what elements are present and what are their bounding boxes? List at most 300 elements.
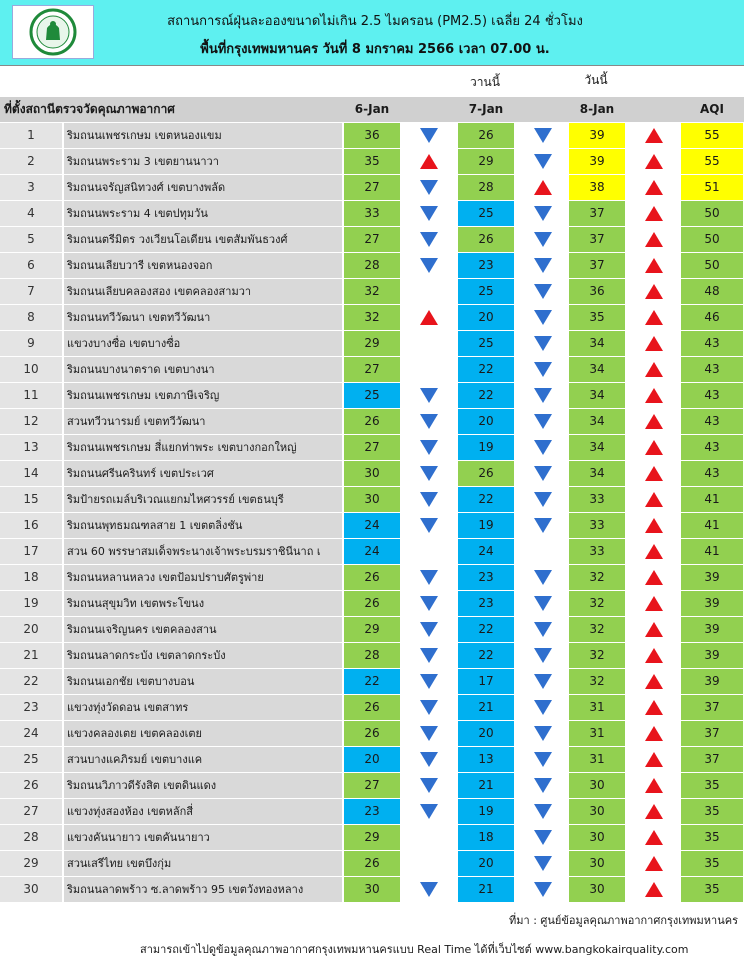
pm25-value-day3: 39 bbox=[569, 123, 625, 148]
arrow-up-icon bbox=[625, 227, 685, 252]
pm25-value-day1: 35 bbox=[344, 149, 400, 174]
row-number: 22 bbox=[0, 669, 62, 694]
table-row bbox=[0, 877, 744, 903]
arrow-down-icon bbox=[400, 487, 460, 512]
arrow-down-icon bbox=[514, 149, 574, 174]
pm25-value-day1: 27 bbox=[344, 435, 400, 460]
arrow-up-icon bbox=[625, 747, 685, 772]
arrow-down-icon bbox=[514, 487, 574, 512]
table-row bbox=[0, 487, 744, 513]
arrow-up-icon bbox=[625, 123, 685, 148]
yesterday-label: วานนี้ bbox=[470, 75, 500, 89]
arrow-down-icon bbox=[514, 773, 574, 798]
pm25-value-day1: 30 bbox=[344, 487, 400, 512]
row-number: 5 bbox=[0, 227, 62, 252]
pm25-value-day2: 18 bbox=[458, 825, 514, 850]
arrow-down-icon bbox=[514, 877, 574, 902]
pm25-value-day3: 39 bbox=[569, 149, 625, 174]
station-name: ริมป้ายรถเมล์บริเวณแยกมไหศวรรย์ เขตธนบุรี bbox=[64, 487, 342, 512]
arrow-down-icon bbox=[514, 279, 574, 304]
source-note: ที่มา : ศูนย์ข้อมูลคุณภาพอากาศกรุงเทพมหานคร bbox=[509, 914, 738, 927]
aqi-value: 43 bbox=[681, 331, 743, 356]
pm25-value-day2: 23 bbox=[458, 253, 514, 278]
aqi-column-header: AQI bbox=[700, 102, 724, 116]
aqi-value: 46 bbox=[681, 305, 743, 330]
arrow-up-icon bbox=[625, 721, 685, 746]
row-number: 14 bbox=[0, 461, 62, 486]
pm25-value-day1: 26 bbox=[344, 409, 400, 434]
arrow-empty bbox=[400, 357, 460, 382]
aqi-value: 39 bbox=[681, 617, 743, 642]
arrow-up-icon bbox=[625, 539, 685, 564]
pm25-value-day2: 26 bbox=[458, 227, 514, 252]
report-title: สถานการณ์ฝุ่นละอองขนาดไม่เกิน 2.5 ไมครอน (PM2.5) เฉลี่ย 24 ชั่วโมง bbox=[167, 14, 583, 29]
pm25-value-day3: 34 bbox=[569, 357, 625, 382]
pm25-value-day1: 26 bbox=[344, 721, 400, 746]
table-row bbox=[0, 539, 744, 565]
pm25-value-day1: 24 bbox=[344, 513, 400, 538]
arrow-empty bbox=[514, 539, 574, 564]
arrow-down-icon bbox=[400, 175, 460, 200]
table-row bbox=[0, 669, 744, 695]
arrow-down-icon bbox=[514, 227, 574, 252]
station-name: สวน 60 พรรษาสมเด็จพระนางเจ้าพระบรมราชินีนาถ เ bbox=[64, 539, 342, 564]
arrow-up-icon bbox=[625, 487, 685, 512]
station-name: ริมถนนเลียบคลองสอง เขตคลองสามวา bbox=[64, 279, 342, 304]
table-row bbox=[0, 227, 744, 253]
arrow-down-icon bbox=[514, 461, 574, 486]
aqi-value: 50 bbox=[681, 201, 743, 226]
pm25-value-day1: 29 bbox=[344, 825, 400, 850]
row-number: 13 bbox=[0, 435, 62, 460]
table-row bbox=[0, 799, 744, 825]
pm25-value-day3: 32 bbox=[569, 669, 625, 694]
arrow-down-icon bbox=[400, 773, 460, 798]
table-row bbox=[0, 279, 744, 305]
aqi-value: 50 bbox=[681, 253, 743, 278]
aqi-value: 39 bbox=[681, 591, 743, 616]
pm25-value-day2: 26 bbox=[458, 123, 514, 148]
aqi-value: 39 bbox=[681, 669, 743, 694]
aqi-value: 41 bbox=[681, 539, 743, 564]
pm25-value-day2: 20 bbox=[458, 721, 514, 746]
arrow-down-icon bbox=[514, 513, 574, 538]
arrow-down-icon bbox=[514, 357, 574, 382]
arrow-up-icon bbox=[625, 461, 685, 486]
pm25-value-day1: 26 bbox=[344, 591, 400, 616]
pm25-value-day2: 22 bbox=[458, 383, 514, 408]
aqi-value: 39 bbox=[681, 565, 743, 590]
arrow-up-icon bbox=[625, 305, 685, 330]
pm25-value-day2: 23 bbox=[458, 591, 514, 616]
pm25-value-day1: 27 bbox=[344, 227, 400, 252]
row-number: 12 bbox=[0, 409, 62, 434]
arrow-up-icon bbox=[625, 825, 685, 850]
arrow-up-icon bbox=[625, 435, 685, 460]
pm25-value-day2: 17 bbox=[458, 669, 514, 694]
pm25-value-day1: 26 bbox=[344, 851, 400, 876]
pm25-value-day2: 19 bbox=[458, 513, 514, 538]
pm25-value-day2: 24 bbox=[458, 539, 514, 564]
row-number: 3 bbox=[0, 175, 62, 200]
station-name: ริมถนนลาดพร้าว ซ.ลาดพร้าว 95 เขตวังทองหลาง bbox=[64, 877, 342, 902]
station-name: ริมถนนตรีมิตร วงเวียนโอเดียน เขตสัมพันธวงศ์ bbox=[64, 227, 342, 252]
arrow-down-icon bbox=[514, 435, 574, 460]
arrow-empty bbox=[400, 539, 460, 564]
row-number: 25 bbox=[0, 747, 62, 772]
arrow-down-icon bbox=[514, 383, 574, 408]
station-name: ริมถนนจรัญสนิทวงศ์ เขตบางพลัด bbox=[64, 175, 342, 200]
row-number: 27 bbox=[0, 799, 62, 824]
arrow-down-icon bbox=[400, 227, 460, 252]
station-name: ริมถนนลาดกระบัง เขตลาดกระบัง bbox=[64, 643, 342, 668]
table-row bbox=[0, 747, 744, 773]
aqi-value: 43 bbox=[681, 461, 743, 486]
table-row bbox=[0, 409, 744, 435]
column-header-row bbox=[0, 97, 744, 122]
date-column-header-1: 6-Jan bbox=[354, 102, 390, 116]
arrow-down-icon bbox=[400, 877, 460, 902]
arrow-down-icon bbox=[400, 643, 460, 668]
table-row bbox=[0, 253, 744, 279]
aqi-value: 55 bbox=[681, 149, 743, 174]
row-number: 16 bbox=[0, 513, 62, 538]
row-number: 21 bbox=[0, 643, 62, 668]
aqi-value: 43 bbox=[681, 383, 743, 408]
station-name: ริมถนนพระราม 4 เขตปทุมวัน bbox=[64, 201, 342, 226]
table-row bbox=[0, 175, 744, 201]
arrow-down-icon bbox=[514, 643, 574, 668]
arrow-up-icon bbox=[625, 513, 685, 538]
arrow-down-icon bbox=[400, 409, 460, 434]
arrow-down-icon bbox=[514, 695, 574, 720]
pm25-value-day3: 34 bbox=[569, 409, 625, 434]
station-name: ริมถนนสุขุมวิท เขตพระโขนง bbox=[64, 591, 342, 616]
table-row bbox=[0, 435, 744, 461]
arrow-down-icon bbox=[400, 461, 460, 486]
arrow-down-icon bbox=[514, 591, 574, 616]
aqi-value: 41 bbox=[681, 487, 743, 512]
arrow-down-icon bbox=[514, 253, 574, 278]
pm25-value-day3: 37 bbox=[569, 201, 625, 226]
pm25-value-day2: 22 bbox=[458, 357, 514, 382]
arrow-down-icon bbox=[514, 123, 574, 148]
aqi-value: 50 bbox=[681, 227, 743, 252]
arrow-down-icon bbox=[400, 799, 460, 824]
arrow-down-icon bbox=[514, 617, 574, 642]
pm25-value-day2: 25 bbox=[458, 201, 514, 226]
station-name: แขวงทุ่งวัดดอน เขตสาทร bbox=[64, 695, 342, 720]
station-name: ริมถนนบางนาตราด เขตบางนา bbox=[64, 357, 342, 382]
date-column-header-3: 8-Jan bbox=[579, 102, 615, 116]
table-row bbox=[0, 331, 744, 357]
arrow-down-icon bbox=[514, 331, 574, 356]
aqi-value: 35 bbox=[681, 773, 743, 798]
arrow-up-icon bbox=[625, 591, 685, 616]
pm25-value-day2: 25 bbox=[458, 279, 514, 304]
arrow-down-icon bbox=[514, 825, 574, 850]
arrow-up-icon bbox=[514, 175, 574, 200]
arrow-down-icon bbox=[400, 669, 460, 694]
table-row bbox=[0, 721, 744, 747]
website-note: สามารถเข้าไปดูข้อมูลคุณภาพอากาศกรุงเทพมหานครแบบ Real Time ได้ที่เว็บไซต์ www.bangkokairquality.com bbox=[140, 943, 689, 956]
arrow-up-icon bbox=[625, 331, 685, 356]
station-name: แขวงทุ่งสองห้อง เขตหลักสี่ bbox=[64, 799, 342, 824]
table-row bbox=[0, 123, 744, 149]
pm25-value-day3: 31 bbox=[569, 721, 625, 746]
arrow-down-icon bbox=[514, 201, 574, 226]
pm25-value-day1: 27 bbox=[344, 175, 400, 200]
pm25-value-day1: 36 bbox=[344, 123, 400, 148]
aqi-value: 55 bbox=[681, 123, 743, 148]
row-number: 17 bbox=[0, 539, 62, 564]
pm25-value-day3: 34 bbox=[569, 435, 625, 460]
table-row bbox=[0, 305, 744, 331]
pm25-value-day1: 20 bbox=[344, 747, 400, 772]
pm25-value-day3: 37 bbox=[569, 227, 625, 252]
pm25-value-day2: 22 bbox=[458, 643, 514, 668]
arrow-down-icon bbox=[400, 721, 460, 746]
pm25-value-day3: 38 bbox=[569, 175, 625, 200]
arrow-up-icon bbox=[625, 565, 685, 590]
table-row bbox=[0, 825, 744, 851]
arrow-down-icon bbox=[514, 565, 574, 590]
row-number: 20 bbox=[0, 617, 62, 642]
report-subtitle: พื้นที่กรุงเทพมหานคร วันที่ 8 มกราคม 2566 เวลา 07.00 น. bbox=[200, 42, 550, 57]
arrow-down-icon bbox=[400, 201, 460, 226]
pm25-value-day2: 20 bbox=[458, 305, 514, 330]
station-name: ริมถนนพุทธมณฑลสาย 1 เขตตลิ่งชัน bbox=[64, 513, 342, 538]
arrow-down-icon bbox=[400, 747, 460, 772]
pm25-value-day3: 35 bbox=[569, 305, 625, 330]
arrow-up-icon bbox=[625, 357, 685, 382]
pm25-value-day2: 28 bbox=[458, 175, 514, 200]
row-number: 15 bbox=[0, 487, 62, 512]
table-row bbox=[0, 773, 744, 799]
row-number: 4 bbox=[0, 201, 62, 226]
row-number: 11 bbox=[0, 383, 62, 408]
arrow-down-icon bbox=[400, 253, 460, 278]
pm25-value-day3: 33 bbox=[569, 539, 625, 564]
aqi-value: 39 bbox=[681, 643, 743, 668]
row-number: 24 bbox=[0, 721, 62, 746]
pm25-value-day3: 30 bbox=[569, 799, 625, 824]
arrow-up-icon bbox=[625, 175, 685, 200]
pm25-value-day1: 30 bbox=[344, 461, 400, 486]
row-number: 2 bbox=[0, 149, 62, 174]
pm25-value-day1: 28 bbox=[344, 253, 400, 278]
pm25-value-day1: 33 bbox=[344, 201, 400, 226]
arrow-down-icon bbox=[514, 305, 574, 330]
station-name: ริมถนนพระราม 3 เขตยานนาวา bbox=[64, 149, 342, 174]
table-row bbox=[0, 461, 744, 487]
arrow-up-icon bbox=[625, 201, 685, 226]
pm25-value-day3: 34 bbox=[569, 461, 625, 486]
pm25-value-day2: 23 bbox=[458, 565, 514, 590]
aqi-value: 35 bbox=[681, 877, 743, 902]
row-number: 1 bbox=[0, 123, 62, 148]
station-name: แขวงคันนายาว เขตคันนายาว bbox=[64, 825, 342, 850]
arrow-empty bbox=[400, 331, 460, 356]
row-number: 19 bbox=[0, 591, 62, 616]
pm25-value-day3: 37 bbox=[569, 253, 625, 278]
aqi-value: 37 bbox=[681, 695, 743, 720]
aqi-value: 51 bbox=[681, 175, 743, 200]
arrow-down-icon bbox=[514, 747, 574, 772]
station-name: แขวงบางซื่อ เขตบางซื่อ bbox=[64, 331, 342, 356]
station-name: ริมถนนเจริญนคร เขตคลองสาน bbox=[64, 617, 342, 642]
row-number: 23 bbox=[0, 695, 62, 720]
pm25-value-day1: 29 bbox=[344, 617, 400, 642]
station-name: ริมถนนเพชรเกษม สี่แยกท่าพระ เขตบางกอกใหญ่ bbox=[64, 435, 342, 460]
pm25-value-day1: 30 bbox=[344, 877, 400, 902]
arrow-up-icon bbox=[625, 617, 685, 642]
arrow-up-icon bbox=[625, 851, 685, 876]
arrow-up-icon bbox=[625, 643, 685, 668]
arrow-down-icon bbox=[514, 851, 574, 876]
aqi-value: 43 bbox=[681, 409, 743, 434]
row-number: 9 bbox=[0, 331, 62, 356]
pm25-value-day1: 29 bbox=[344, 331, 400, 356]
pm25-value-day1: 23 bbox=[344, 799, 400, 824]
row-number: 29 bbox=[0, 851, 62, 876]
station-name: ริมถนนเอกชัย เขตบางบอน bbox=[64, 669, 342, 694]
pm25-value-day3: 32 bbox=[569, 591, 625, 616]
aqi-value: 48 bbox=[681, 279, 743, 304]
station-column-header: ที่ตั้งสถานีตรวจวัดคุณภาพอากาศ bbox=[4, 102, 175, 116]
table-row bbox=[0, 643, 744, 669]
station-name: ริมถนนเลียบวารี เขตหนองจอก bbox=[64, 253, 342, 278]
arrow-down-icon bbox=[400, 617, 460, 642]
row-number: 18 bbox=[0, 565, 62, 590]
row-number: 26 bbox=[0, 773, 62, 798]
pm25-value-day2: 29 bbox=[458, 149, 514, 174]
table-row bbox=[0, 851, 744, 877]
pm25-value-day2: 21 bbox=[458, 695, 514, 720]
pm25-value-day2: 21 bbox=[458, 877, 514, 902]
pm25-value-day2: 19 bbox=[458, 435, 514, 460]
pm25-value-day1: 24 bbox=[344, 539, 400, 564]
aqi-value: 35 bbox=[681, 851, 743, 876]
pm25-value-day3: 31 bbox=[569, 695, 625, 720]
pm25-value-day1: 28 bbox=[344, 643, 400, 668]
aqi-value: 41 bbox=[681, 513, 743, 538]
pm25-value-day3: 30 bbox=[569, 773, 625, 798]
pm25-value-day1: 25 bbox=[344, 383, 400, 408]
table-row bbox=[0, 565, 744, 591]
arrow-down-icon bbox=[400, 123, 460, 148]
arrow-down-icon bbox=[514, 721, 574, 746]
aqi-value: 43 bbox=[681, 435, 743, 460]
station-name: ริมถนนวิภาวดีรังสิต เขตดินแดง bbox=[64, 773, 342, 798]
station-name: สวนทวีวนารมย์ เขตทวีวัฒนา bbox=[64, 409, 342, 434]
pm25-value-day2: 22 bbox=[458, 617, 514, 642]
table-row bbox=[0, 695, 744, 721]
aqi-value: 37 bbox=[681, 721, 743, 746]
arrow-up-icon bbox=[625, 669, 685, 694]
arrow-up-icon bbox=[625, 253, 685, 278]
arrow-up-icon bbox=[400, 149, 460, 174]
pm25-value-day1: 26 bbox=[344, 565, 400, 590]
pm25-value-day2: 25 bbox=[458, 331, 514, 356]
pm25-value-day3: 34 bbox=[569, 331, 625, 356]
arrow-down-icon bbox=[400, 383, 460, 408]
arrow-up-icon bbox=[625, 149, 685, 174]
aqi-value: 43 bbox=[681, 357, 743, 382]
arrow-empty bbox=[400, 279, 460, 304]
aqi-value: 35 bbox=[681, 799, 743, 824]
pm25-value-day3: 33 bbox=[569, 487, 625, 512]
arrow-down-icon bbox=[514, 409, 574, 434]
pm25-value-day2: 21 bbox=[458, 773, 514, 798]
pm25-value-day3: 32 bbox=[569, 617, 625, 642]
arrow-down-icon bbox=[400, 513, 460, 538]
row-number: 7 bbox=[0, 279, 62, 304]
pm25-value-day2: 19 bbox=[458, 799, 514, 824]
row-number: 28 bbox=[0, 825, 62, 850]
pm25-value-day1: 27 bbox=[344, 773, 400, 798]
bma-logo bbox=[12, 5, 94, 59]
arrow-down-icon bbox=[400, 591, 460, 616]
report-header bbox=[0, 0, 744, 66]
arrow-up-icon bbox=[625, 279, 685, 304]
pm25-value-day2: 13 bbox=[458, 747, 514, 772]
table-row bbox=[0, 513, 744, 539]
table-row bbox=[0, 357, 744, 383]
pm25-value-day3: 30 bbox=[569, 825, 625, 850]
pm25-value-day3: 32 bbox=[569, 643, 625, 668]
arrow-up-icon bbox=[400, 305, 460, 330]
station-name: แขวงคลองเตย เขตคลองเตย bbox=[64, 721, 342, 746]
row-number: 6 bbox=[0, 253, 62, 278]
table-row bbox=[0, 383, 744, 409]
pm25-value-day3: 30 bbox=[569, 851, 625, 876]
row-number: 8 bbox=[0, 305, 62, 330]
pm25-value-day3: 31 bbox=[569, 747, 625, 772]
table-row bbox=[0, 149, 744, 175]
pm25-value-day1: 22 bbox=[344, 669, 400, 694]
station-name: สวนบางแคภิรมย์ เขตบางแค bbox=[64, 747, 342, 772]
table-row bbox=[0, 617, 744, 643]
arrow-empty bbox=[400, 825, 460, 850]
pm25-value-day3: 30 bbox=[569, 877, 625, 902]
arrow-empty bbox=[400, 851, 460, 876]
pm25-value-day2: 22 bbox=[458, 487, 514, 512]
pm25-value-day2: 20 bbox=[458, 851, 514, 876]
aqi-value: 35 bbox=[681, 825, 743, 850]
pm25-value-day3: 36 bbox=[569, 279, 625, 304]
arrow-up-icon bbox=[625, 409, 685, 434]
table-row bbox=[0, 201, 744, 227]
pm25-value-day1: 27 bbox=[344, 357, 400, 382]
arrow-up-icon bbox=[625, 799, 685, 824]
pm25-value-day1: 32 bbox=[344, 279, 400, 304]
pm25-value-day3: 32 bbox=[569, 565, 625, 590]
station-name: ริมถนนเพชรเกษม เขตภาษีเจริญ bbox=[64, 383, 342, 408]
station-name: ริมถนนศรีนครินทร์ เขตประเวศ bbox=[64, 461, 342, 486]
pm25-value-day2: 26 bbox=[458, 461, 514, 486]
table-row bbox=[0, 591, 744, 617]
pm25-value-day3: 33 bbox=[569, 513, 625, 538]
station-name: ริมถนนเพชรเกษม เขตหนองแขม bbox=[64, 123, 342, 148]
station-name: สวนเสรีไทย เขตบึงกุ่ม bbox=[64, 851, 342, 876]
arrow-down-icon bbox=[514, 669, 574, 694]
station-name: ริมถนนทวีวัฒนา เขตทวีวัฒนา bbox=[64, 305, 342, 330]
pm25-value-day1: 32 bbox=[344, 305, 400, 330]
aqi-value: 37 bbox=[681, 747, 743, 772]
arrow-up-icon bbox=[625, 383, 685, 408]
pm25-value-day1: 26 bbox=[344, 695, 400, 720]
